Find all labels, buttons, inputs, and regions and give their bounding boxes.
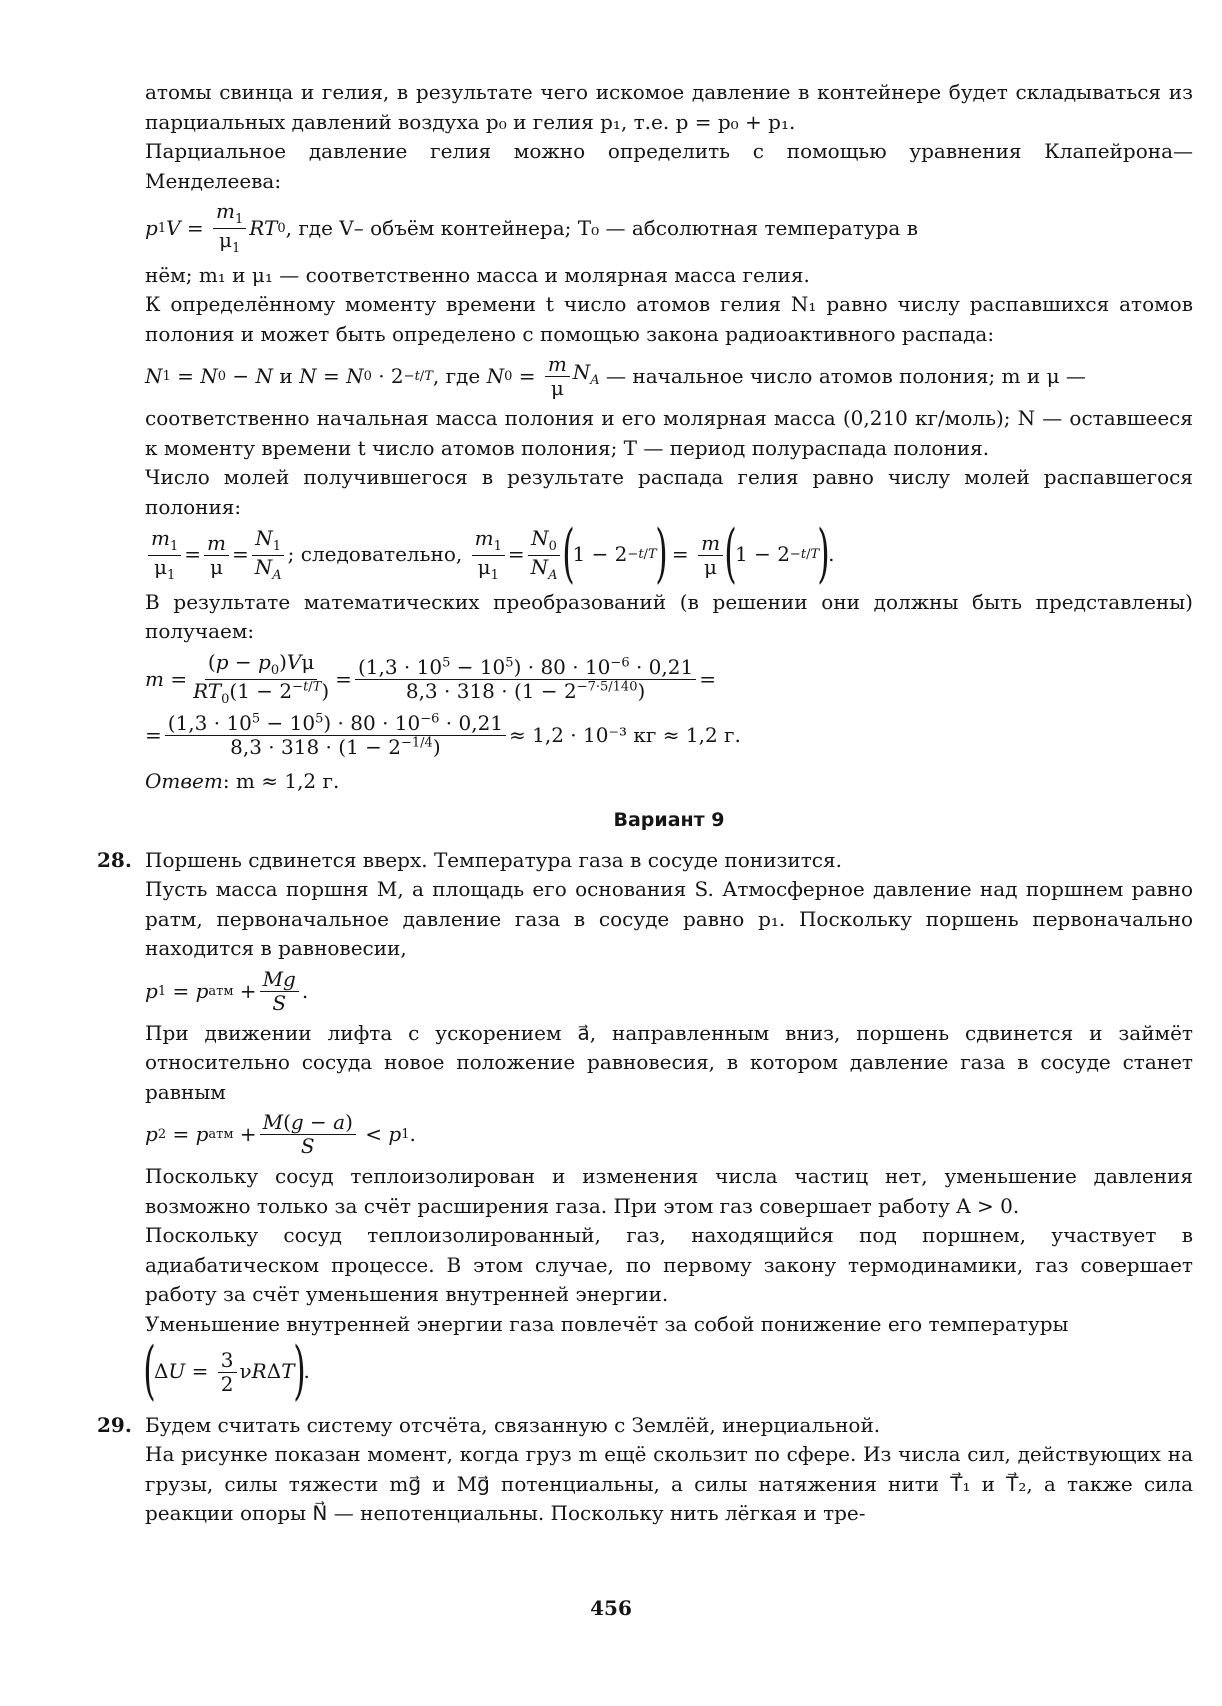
clapeyron-tail: , где V– объём контейнера; T₀ — абсолютная температура в [285, 215, 918, 240]
paragraph-transform: В результате математических преобразований (в решении они должны быть представлены) получаем: [145, 589, 1193, 644]
formula-new-pressure: p 2 = p атм + $\frac{M(g - a)}{S}$ < p 1 . [145, 1110, 416, 1159]
formula-moles: $\frac{m_1}{\mu_1}$ = $\frac{m}{\mu}$ = $\frac{N_1}{N_A}$ ; следовательно, $\frac{m_1}{\mu_1}$ = $\frac{N_0}{N_A}$ ( 1 − 2 −t/T ) = $\frac{m}{\mu}$ ( 1 − 2 −t/T ) . [145, 526, 1193, 584]
formula-mass-result: = $\frac{(1,3 \cdot 10^5 - 10^5) \cdot 80 \cdot 10^{-6} \cdot 0,21}{8,3 \cdot 318 \cdot (1 - 2^{-1/4})}$ ≈ 1,2 · 10⁻³ кг ≈ 1,2 г. [145, 710, 741, 759]
task-29-number: 29. [97, 1412, 132, 1437]
formula-internal-energy: ( Δ U = $\frac{3}{2}$ ν R Δ T ) . [143, 1334, 310, 1409]
task-29: 29. Будем считать систему отсчёта, связанную с Землёй, инерциальной. На рисунке показан момент, когда груз m ещё скользит по сфере. Из числа сил, действующих на грузы, силы тяжести mg⃗ и Mg⃗ потенциальны, а силы натяжения нити T⃗₁ и T⃗₂, а также сила реакции опоры N⃗ — непотенциальны. Поскольку нить лёгкая и тре- [97, 1412, 1193, 1526]
paragraph-polonium-mass: соответственно начальная масса полония и его молярная масса (0,210 кг/моль); N — оставшееся к моменту времени t число атомов полония; T — период полураспада полония. [145, 406, 1193, 460]
paragraph-helium-mass: нём; m₁ и μ₁ — соответственно масса и молярная масса гелия. [145, 262, 810, 287]
paragraph-pressure-sum: атомы свинца и гелия, в результате чего искомое давление в контейнере будет складываться из парциальных давлений воздуха p₀ и гелия p₁, т.е. p = p₀ + p₁. [145, 80, 1193, 134]
formula-decay: N 1 = N 0 − N и N = N 0 · 2 −t/T , где N 0 = $\frac{m}{\mu}$ $N_A$ — начальное число атомов полония; m и μ — [145, 352, 1086, 401]
paragraph-clapeyron: Парциальное давление гелия можно определить с помощью уравнения Клапейрона—Менделеева: [145, 139, 1193, 193]
paragraph-moles: Число молей получившегося в результате распада гелия равно числу молей распавшегося полония: [145, 465, 1193, 519]
page-content [97, 78, 1193, 1529]
page-number: 456 [590, 1596, 632, 1620]
paragraph-decay-law: К определённому моменту времени t число атомов гелия N₁ равно числу распавшихся атомов полония и может быть определено с помощью закона радиоактивного распада: [145, 292, 1193, 346]
task-28: 28. Поршень сдвинется вверх. Температура газа в сосуде понизится. Пусть масса поршня M, а площадь его основания S. Атмосферное давление над поршнем равно pатм, первоначальное давление газа в сосуде равно p₁. Поскольку поршень первоначально находится в равновесии, p 1 = p атм + $\frac{Mg}{S}$ . При движении лифта с ускорением a⃗, направленным вниз, поршень сдвинется и займёт относительно сосуда новое положение равновесия, в котором давление газа в сосуде станет равным p 2 = p атм + $\frac{M(g - a)}{S}$ < p 1 . Поскольку сосуд теплоизолирован и изменения числа частиц нет, уменьшение давления возможно только за счёт расширения газа. При этом газ совершает работу A > 0. Поскольку сосуд теплоизолированный, газ, находящийся под поршнем, участвует в адиабатическом процессе. В этом случае, по первому закону термодинамики, газ совершает работу за счёт уменьшения внутренней энергии. Уменьшение внутренней энергии газа повлечёт за собой понижение его температуры ( Δ U = $\frac{3}{2}$ ν R Δ T ) . [97, 847, 1193, 1409]
formula-equilibrium: p 1 = p атм + $\frac{Mg}{S}$ . [145, 966, 309, 1015]
answer-line: Ответ: m ≈ 1,2 г. [145, 768, 340, 793]
task-28-number: 28. [97, 847, 132, 872]
formula-mass-general: m = $\frac{(p - p_0)V\mu}{RT_0(1 - 2^{-t/T})}$ = $\frac{(1,3 \cdot 10^5 - 10^5) \cdot 80 \cdot 10^{-6} \cdot 0,21}{8,3 \cdot 318 \cdot (1 - 2^{-7\cdot 5/140})}$ = [145, 649, 716, 707]
formula-clapeyron: p 1 V = $\frac{m_1}{\mu_1}$ RT 0 , где V– объём контейнера; T₀ — абсолютная температура в [145, 199, 918, 256]
section-heading: Вариант 9 [613, 809, 725, 832]
